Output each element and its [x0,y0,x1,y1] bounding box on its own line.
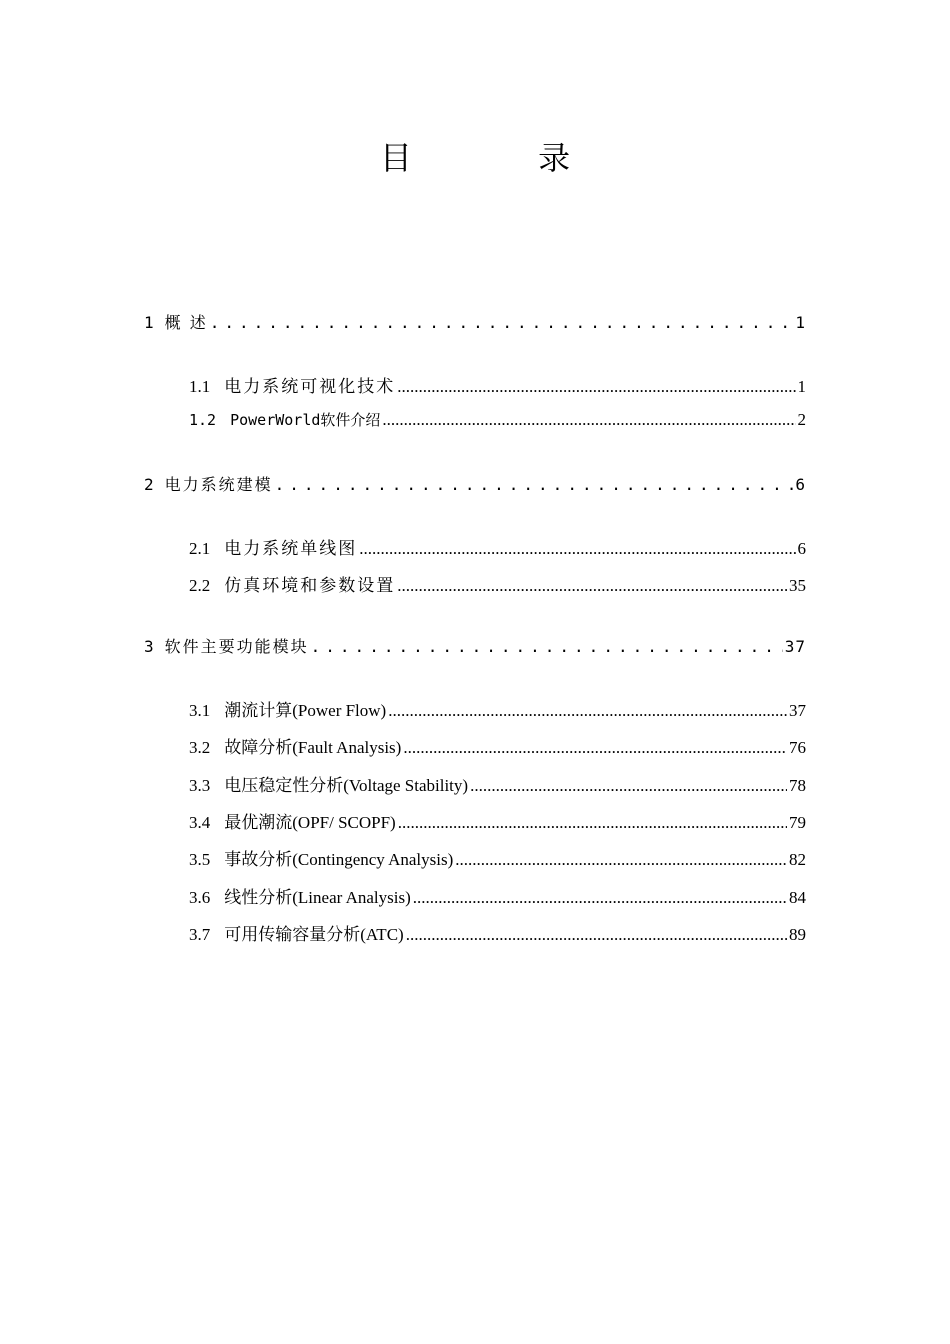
toc-title: 电力系统建模 [164,475,273,494]
toc-leader [382,410,795,430]
toc-title: PowerWorld软件介绍 [230,411,381,429]
toc-title: 可用传输容量分析(ATC) [224,925,404,944]
toc-number: 1.2 [189,411,217,429]
toc-number: 3.6 [189,888,211,907]
toc-number: 1 [144,313,155,332]
toc-entry-2[interactable] [144,472,806,495]
toc-leader [275,475,794,494]
toc-title: 最优潮流(OPF/ SCOPF) [224,813,396,832]
toc-title: 电压稳定性分析(Voltage Stability) [224,776,469,795]
toc-title: 事故分析(Contingency Analysis) [224,850,454,869]
toc-page: 79 [789,813,806,832]
toc-entry-1[interactable] [144,310,806,333]
toc-page: 35 [789,576,806,595]
toc-entry-1-2[interactable] [189,409,806,430]
toc-entry-3-3[interactable] [189,771,806,796]
toc-page: 1 [795,313,806,332]
toc-leader [311,637,783,656]
toc-leader [397,377,795,397]
toc-number: 2 [144,475,155,494]
toc-page: 6 [795,475,806,494]
toc-leader [406,925,787,945]
toc-page: 89 [789,925,806,944]
toc-entry-3-6[interactable] [189,883,806,908]
toc-page: 37 [784,637,806,656]
toc-entry-3-1[interactable] [189,696,806,721]
toc-number: 3.4 [189,813,211,832]
page-title: 目 录 [379,139,629,177]
toc-title: 线性分析(Linear Analysis) [224,888,411,907]
toc-page: 37 [789,701,806,720]
toc-page: 2 [797,410,806,429]
toc-page: 78 [789,776,806,795]
toc-entry-1-1[interactable] [189,372,806,397]
toc-entry-3-7[interactable] [189,920,806,945]
toc-title: 电力系统可视化技术 [224,377,396,397]
toc-page: 76 [789,738,806,757]
toc-number: 3.1 [189,701,211,720]
toc-leader [413,888,787,908]
toc-leader [388,701,787,721]
toc-page: 6 [797,539,806,558]
toc-number: 3.7 [189,925,211,944]
toc-leader [403,738,787,758]
toc-leader [210,313,794,332]
toc-leader [398,813,787,833]
toc-page: 1 [797,377,806,396]
toc-entry-3-5[interactable] [189,845,806,870]
toc-title: 潮流计算(Power Flow) [224,701,387,720]
toc-leader [470,776,787,796]
toc-entry-3-4[interactable] [189,808,806,833]
toc-number: 3.3 [189,776,211,795]
toc-leader [397,576,787,596]
toc-number: 3 [144,637,155,656]
toc-title: 电力系统单线图 [224,539,358,559]
toc-number: 2.1 [189,539,211,558]
toc-entry-3-2[interactable] [189,733,806,758]
toc-number: 3.2 [189,738,211,757]
toc-number: 2.2 [189,576,211,595]
toc-entry-3[interactable] [144,634,806,657]
toc-title: 仿真环境和参数设置 [224,576,396,596]
toc-title: 概 述 [164,313,208,332]
toc-leader [455,850,787,870]
toc-leader [359,539,795,559]
toc-entry-2-2[interactable] [189,571,806,596]
toc-title: 软件主要功能模块 [164,637,309,656]
toc-number: 3.5 [189,850,211,869]
toc-entry-2-1[interactable] [189,534,806,559]
toc-title: 故障分析(Fault Analysis) [224,738,402,757]
toc-number: 1.1 [189,377,211,396]
toc-page: 84 [789,888,806,907]
toc-page: 82 [789,850,806,869]
